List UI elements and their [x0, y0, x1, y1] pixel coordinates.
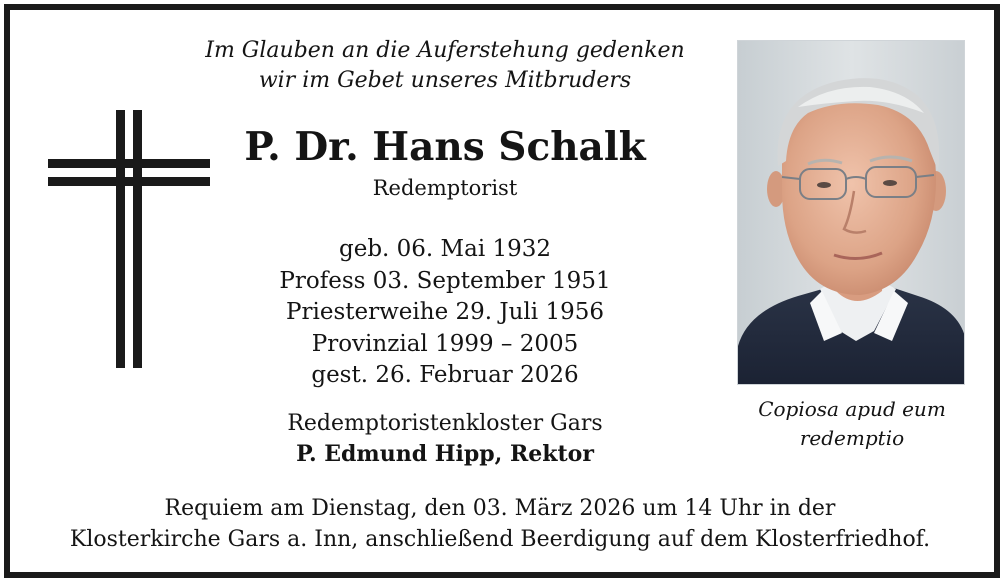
signatory: P. Edmund Hipp, Rektor: [296, 441, 594, 467]
date-birth: geb. 06. Mai 1932: [338, 236, 552, 262]
intro-line-2: wir im Gebet unseres Mitbruders: [258, 68, 632, 93]
house-signature: [160, 408, 730, 470]
motto: [737, 395, 967, 453]
life-dates: [160, 234, 730, 392]
requiem-line-1: Requiem am Dienstag, den 03. März 2026 um 14 Uhr in der: [164, 496, 836, 521]
double-line-cross-icon: [48, 110, 210, 368]
date-death: gest. 26. Februar 2026: [311, 362, 579, 388]
portrait-photo: [737, 40, 965, 385]
requiem-line-2: Klosterkirche Gars a. Inn, anschließend Beerdigung auf dem Klosterfriedhof.: [69, 527, 931, 552]
intro-text: [160, 36, 730, 96]
motto-line-1: Copiosa apud eum: [758, 397, 946, 421]
intro-line-1: Im Glauben an die Auferstehung gedenken: [205, 38, 685, 63]
date-ordination: Priesterweihe 29. Juli 1956: [286, 299, 604, 325]
house-name: Redemptoristenkloster Gars: [287, 411, 603, 436]
date-provincial: Provinzial 1999 – 2005: [311, 330, 579, 357]
deceased-name: P. Dr. Hans Schalk: [244, 124, 646, 170]
requiem-notice: [20, 493, 980, 555]
motto-line-2: redemptio: [799, 426, 905, 450]
religious-order: Redemptorist: [372, 176, 518, 200]
date-profession: Profess 03. September 1951: [279, 267, 611, 294]
